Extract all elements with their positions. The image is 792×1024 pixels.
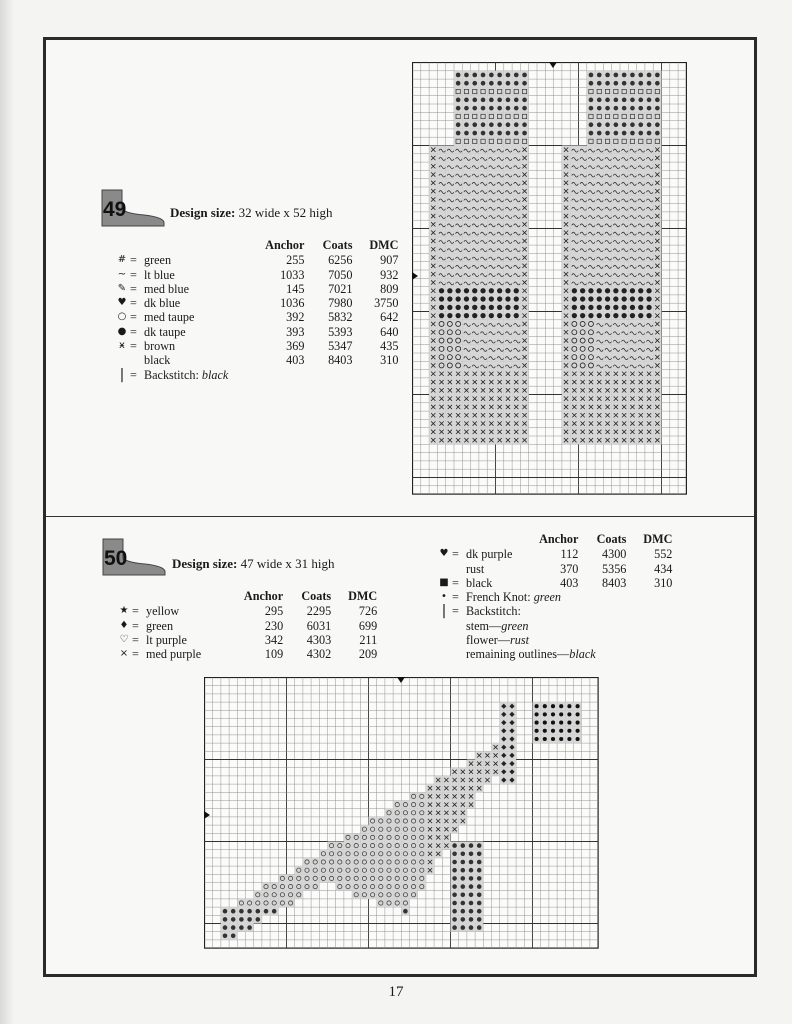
backstitch-part: stem— bbox=[466, 618, 502, 633]
header-dmc: DMC bbox=[643, 532, 673, 546]
anchor-value: 230 bbox=[264, 618, 284, 633]
french-knot-dot-icon: • bbox=[441, 591, 447, 603]
key-row: ♥ = dk blue 1036 7980 3750 bbox=[114, 296, 398, 310]
page-binding-shadow bbox=[0, 0, 14, 1024]
anchor-value: 255 bbox=[286, 253, 305, 268]
boot-badge-50 bbox=[101, 537, 167, 577]
symbol-pencil-icon: ✎ bbox=[117, 282, 127, 294]
symbol-x-icon: × bbox=[119, 648, 129, 660]
backstitch-part: remaining outlines— bbox=[466, 647, 570, 662]
color-name: med taupe bbox=[144, 310, 195, 325]
symbol-cross-arrow-icon: ӿ bbox=[119, 340, 125, 352]
color-name: brown bbox=[144, 339, 176, 354]
backstitch-line-icon: | bbox=[441, 603, 447, 620]
page-number: 17 bbox=[388, 984, 404, 1000]
key-header-row bbox=[116, 589, 377, 604]
coats-value: 7021 bbox=[328, 281, 353, 296]
coats-value: 5356 bbox=[602, 561, 627, 576]
french-knot-label: French Knot: bbox=[466, 590, 531, 605]
coats-value: 4302 bbox=[306, 647, 332, 662]
anchor-value: 370 bbox=[560, 561, 579, 576]
coats-value: 7980 bbox=[328, 296, 353, 311]
dmc-value: 211 bbox=[359, 632, 378, 647]
backstitch-color: black bbox=[569, 647, 596, 662]
anchor-value: 1036 bbox=[280, 296, 305, 311]
dmc-value: 3750 bbox=[374, 296, 399, 311]
coats-value: 5393 bbox=[328, 324, 353, 339]
dmc-value: 907 bbox=[380, 253, 399, 268]
key-row: × = med purple 109 4302 209 bbox=[116, 647, 377, 661]
symbol-tilde-icon: ~ bbox=[117, 268, 127, 280]
color-key-50-right bbox=[436, 532, 672, 662]
anchor-value: 1033 bbox=[280, 267, 305, 282]
chart-design-50 bbox=[204, 677, 600, 951]
header-anchor: Anchor bbox=[539, 532, 579, 546]
backstitch-detail bbox=[436, 633, 672, 647]
symbol-star-icon: ★ bbox=[119, 605, 129, 617]
symbol-hash-icon: # bbox=[117, 254, 127, 266]
key-row: ✎ = med blue 145 7021 809 bbox=[114, 282, 398, 296]
dmc-value: 435 bbox=[380, 339, 399, 354]
key-row bbox=[436, 562, 672, 576]
color-name: med purple bbox=[146, 647, 202, 662]
color-name: green bbox=[146, 618, 174, 633]
coats-value: 8403 bbox=[602, 575, 627, 590]
backstitch-detail bbox=[436, 619, 672, 633]
coats-value: 8403 bbox=[328, 353, 353, 368]
backstitch-label: Backstitch: bbox=[144, 367, 199, 382]
key-header-row bbox=[436, 532, 672, 547]
design-number-50: 50 bbox=[104, 547, 128, 570]
french-knot-color: green bbox=[533, 590, 561, 605]
anchor-value: 109 bbox=[264, 647, 284, 662]
coats-value: 4300 bbox=[602, 547, 627, 562]
header-anchor: Anchor bbox=[265, 238, 305, 252]
header-dmc: DMC bbox=[369, 238, 399, 252]
key-row: ★ = yellow 295 2295 726 bbox=[116, 604, 377, 618]
key-row-french-knot: • = French Knot: green bbox=[436, 590, 672, 604]
color-name: rust bbox=[466, 561, 485, 576]
symbol-open-heart-icon: ♡ bbox=[119, 633, 129, 645]
design-size-value: 32 wide x 52 high bbox=[238, 205, 333, 220]
coats-value: 5347 bbox=[328, 339, 353, 354]
color-name: dk taupe bbox=[144, 324, 186, 339]
anchor-value: 112 bbox=[560, 547, 579, 562]
coats-value: 2295 bbox=[306, 604, 332, 619]
key-row: ~ = lt blue 1033 7050 932 bbox=[114, 268, 398, 282]
anchor-value: 393 bbox=[286, 324, 305, 339]
design-size-label: Design size: bbox=[170, 205, 236, 220]
color-name: med blue bbox=[144, 281, 190, 296]
color-name: lt purple bbox=[146, 632, 187, 647]
design-size-49 bbox=[170, 205, 333, 221]
header-coats: Coats bbox=[596, 532, 627, 546]
header-coats: Coats bbox=[322, 238, 353, 252]
color-name: dk blue bbox=[144, 296, 181, 311]
key-header-row bbox=[114, 238, 398, 253]
coats-value: 5832 bbox=[328, 310, 353, 325]
coats-value: 6031 bbox=[306, 618, 332, 633]
dmc-value: 209 bbox=[358, 647, 378, 662]
color-name: green bbox=[144, 253, 172, 268]
backstitch-part: flower— bbox=[466, 633, 510, 648]
key-row: ♦ = green 230 6031 699 bbox=[116, 619, 377, 633]
color-name: lt blue bbox=[144, 267, 175, 282]
key-row-backstitch: | = Backstitch: black bbox=[114, 368, 398, 382]
backstitch-line-icon: | bbox=[119, 366, 125, 383]
key-row: ♥ = dk purple 112 4300 552 bbox=[436, 547, 672, 561]
dmc-value: 932 bbox=[380, 267, 399, 282]
symbol-diamond-icon: ♦ bbox=[119, 619, 129, 631]
dmc-value: 699 bbox=[358, 618, 378, 633]
anchor-value: 342 bbox=[264, 632, 284, 647]
dmc-value: 726 bbox=[358, 604, 378, 619]
dmc-value: 310 bbox=[654, 575, 673, 590]
symbol-filled-square-icon: ■ bbox=[439, 576, 449, 588]
color-name: yellow bbox=[146, 604, 180, 619]
anchor-value: 369 bbox=[286, 339, 305, 354]
backstitch-label: Backstitch: bbox=[466, 604, 521, 619]
symbol-heart-icon: ♥ bbox=[117, 297, 127, 309]
dmc-value: 809 bbox=[380, 281, 399, 296]
header-coats: Coats bbox=[301, 589, 332, 603]
key-row: ■ = black 403 8403 310 bbox=[436, 576, 672, 590]
coats-value: 6256 bbox=[328, 253, 353, 268]
dmc-value: 642 bbox=[380, 310, 399, 325]
backstitch-detail bbox=[436, 647, 672, 661]
color-key-50-left bbox=[116, 589, 377, 661]
design-size-50 bbox=[172, 556, 335, 572]
key-row bbox=[114, 353, 398, 367]
anchor-value: 403 bbox=[560, 575, 579, 590]
symbol-open-circle-icon: ○ bbox=[117, 311, 127, 323]
backstitch-color: black bbox=[201, 367, 229, 382]
key-row: ● = dk taupe 393 5393 640 bbox=[114, 325, 398, 339]
color-name: dk purple bbox=[466, 547, 513, 562]
dmc-value: 640 bbox=[380, 324, 399, 339]
chart-design-49 bbox=[412, 62, 694, 498]
key-row: # = green 255 6256 907 bbox=[114, 253, 398, 267]
dmc-value: 434 bbox=[654, 561, 673, 576]
dmc-value: 310 bbox=[380, 353, 399, 368]
key-row-backstitch: | = Backstitch: bbox=[436, 604, 672, 618]
design-number-49: 49 bbox=[103, 198, 127, 221]
header-anchor: Anchor bbox=[243, 589, 284, 603]
key-row: ♡ = lt purple 342 4303 211 bbox=[116, 633, 377, 647]
section-divider bbox=[46, 516, 754, 517]
symbol-heart-icon: ♥ bbox=[439, 548, 449, 560]
backstitch-color: rust bbox=[510, 633, 529, 648]
dmc-value: 552 bbox=[654, 547, 673, 562]
coats-value: 7050 bbox=[328, 267, 353, 282]
key-row: ○ = med taupe 392 5832 642 bbox=[114, 310, 398, 324]
header-dmc: DMC bbox=[348, 589, 378, 603]
color-name: black bbox=[144, 353, 171, 368]
key-row: ӿ = brown 369 5347 435 bbox=[114, 339, 398, 353]
color-name: black bbox=[466, 575, 493, 590]
anchor-value: 295 bbox=[264, 604, 284, 619]
anchor-value: 392 bbox=[286, 310, 305, 325]
coats-value: 4303 bbox=[306, 632, 332, 647]
design-size-label: Design size: bbox=[172, 556, 238, 571]
design-size-value: 47 wide x 31 high bbox=[240, 556, 335, 571]
backstitch-color: green bbox=[501, 618, 529, 633]
boot-badge-49 bbox=[100, 188, 166, 228]
anchor-value: 403 bbox=[286, 353, 305, 368]
anchor-value: 145 bbox=[286, 281, 305, 296]
symbol-filled-circle-icon: ● bbox=[117, 325, 127, 337]
color-key-49 bbox=[114, 238, 398, 382]
